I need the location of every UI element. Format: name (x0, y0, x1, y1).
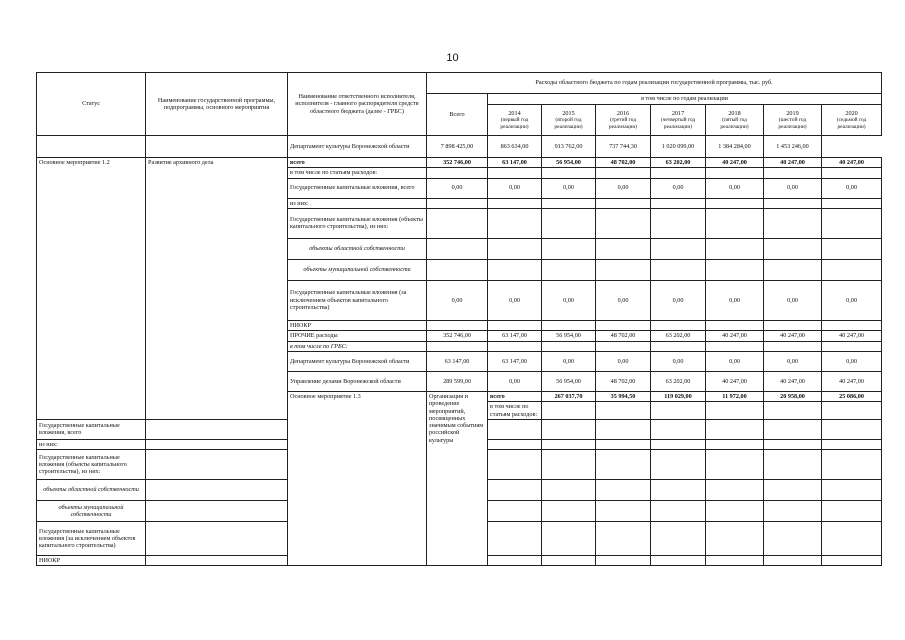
table-row: Государственные капитальные вложения, всего 0,00 0,00 0,00 0,00 0,00 0,00 0,00 0,00 (37, 178, 882, 198)
page-number: 10 (446, 52, 459, 64)
table-row: ПРОЧИЕ расходы 352 746,00 63 147,00 56 954,00 48 702,00 63 202,00 40 247,00 40 247,00 40 247,00 (37, 331, 882, 341)
header-year-2020: 2020 (седьмой год реализации) (822, 105, 882, 136)
table-row: объекты муниципальной собственности (37, 501, 882, 522)
budget-table (36, 72, 882, 566)
header-by-years: в том числе по годам реализации (488, 94, 882, 105)
header-status: Статус (37, 73, 146, 136)
header-year-2014: 2014 (первый год реализации) (488, 105, 542, 136)
table-row: Государственные капитальные вложения (за исключением объектов капитального строительства) 0,00 0,00 0,00 0,00 0,00 0,00 0,00 0,00 (37, 280, 882, 320)
header-year-2019: 2019 (шестой год реализации) (764, 105, 822, 136)
header-executor: Наименование ответственного исполнителя, исполнителя - главного распорядителя средств областного бюджета (далее - ГРБС) (288, 73, 427, 136)
row-label: Департамент культуры Воронежской области (288, 136, 427, 158)
table-row: из них: (37, 198, 882, 208)
table-row: Государственные капитальные вложения (объекты капитального строительства), из них: (37, 208, 882, 238)
table-row: Управление делами Воронежской области 289 599,00 0,00 56 954,00 48 702,00 63 202,00 40 247,00 40 247,00 40 247,00 (37, 371, 882, 391)
table-row: Департамент культуры Воронежской области 7 898 425,00 863 634,00 913 762,00 737 744,30 1 020 099,00 1 384 284,00 1 453 246,00 (37, 136, 882, 158)
header-program-name: Наименование государственной программы, подпрограммы, основного мероприятия (146, 73, 288, 136)
table-row: Государственные капитальные вложения (объекты капитального строительства), из них: (37, 450, 882, 480)
status-cell: Основное мероприятие 1.2 (37, 158, 146, 420)
table-row: объекты областной собственности (37, 238, 882, 259)
program-name-cell: Организация и проведение мероприятий, посвященных значимым событиям российской культуры (427, 391, 488, 566)
table-row: в том числе по статьям расходов: (37, 168, 882, 178)
program-name-cell: Развитие архивного дела (146, 158, 288, 420)
table-row: Основное мероприятие 1.3 Организация и проведение мероприятий, посвященных значимым событиям российской культуры всего 267 037,70 35 994,50 119 029,00 11 972,00 20 958,00 25 086,00 (37, 391, 882, 401)
status-cell: Основное мероприятие 1.3 (288, 391, 427, 566)
table-row: Департамент культуры Воронежской области 63 147,00 63 147,00 0,00 0,00 0,00 0,00 0,00 0,00 (37, 351, 882, 371)
table-row: из них: (37, 439, 882, 449)
table-row: Государственные капитальные вложения (за исключением объектов капитального строительства) (37, 522, 882, 556)
header-year-2016: 2016 (третий год реализации) (596, 105, 651, 136)
header-expenses-title: Расходы областного бюджета по годам реализации государственной программы, тыс. руб. (427, 73, 882, 94)
table-row: Государственные капитальные вложения, всего (37, 419, 882, 439)
table-row: в том числе по статьям расходов: (37, 402, 882, 420)
table-row: НИОКР (37, 556, 882, 566)
header-year-2015: 2015 (второй год реализации) (542, 105, 596, 136)
header-total: Всего (427, 94, 488, 136)
table-row: НИОКР (37, 320, 882, 330)
header-year-2017: 2017 (четвертый год реализации) (651, 105, 706, 136)
table-row: объекты областной собственности (37, 480, 882, 501)
table-row: в том числе по ГРБС: (37, 341, 882, 351)
header-year-2018: 2018 (пятый год реализации) (706, 105, 764, 136)
table-row: объекты муниципальной собственности (37, 259, 882, 280)
table-row: Основное мероприятие 1.2 Развитие архивного дела всего 352 746,00 63 147,00 56 954,00 48 702,00 63 202,00 40 247,00 40 247,00 40 247,00 (37, 158, 882, 168)
